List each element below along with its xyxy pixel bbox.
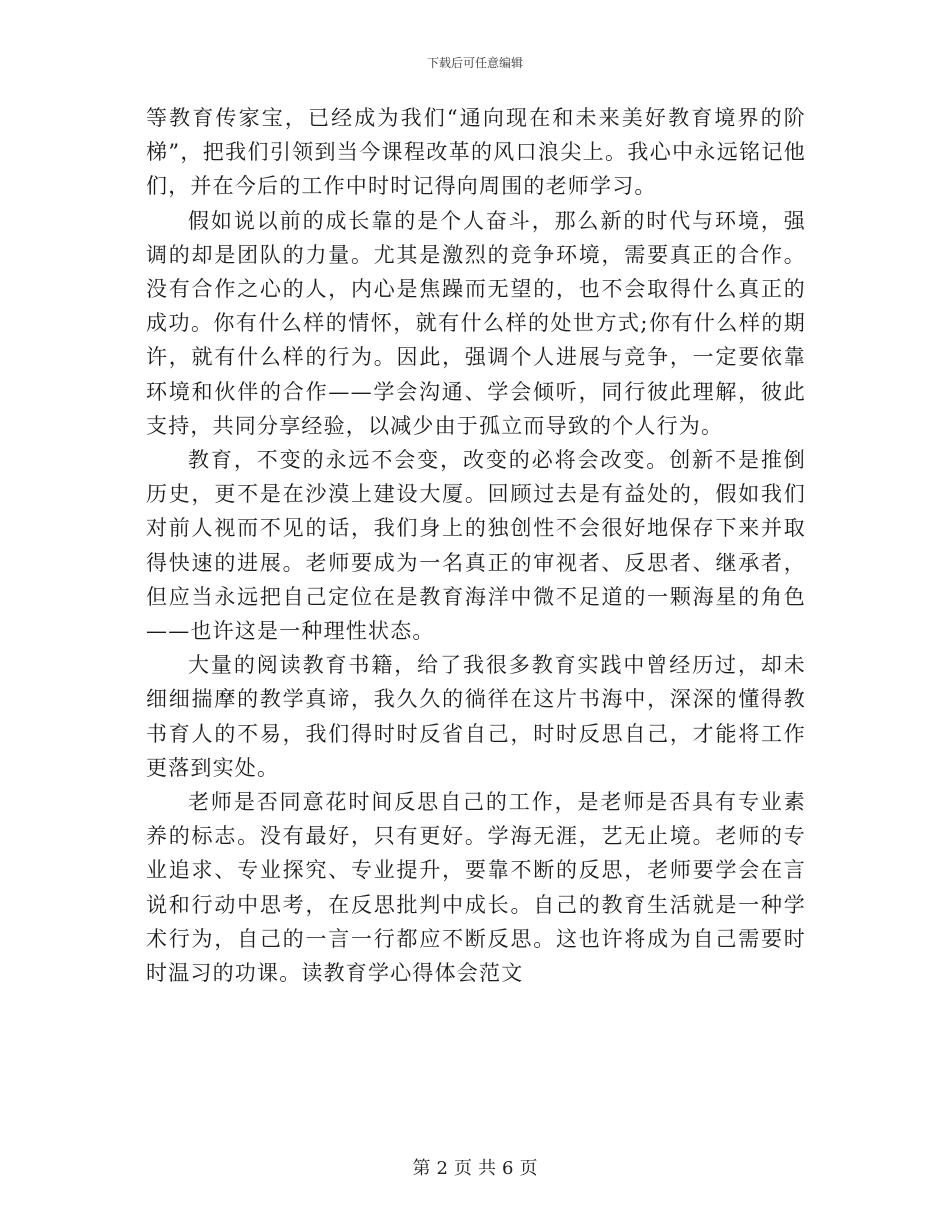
footer-middle: 页 <box>454 1158 472 1179</box>
paragraph-4: 大量的阅读教育书籍，给了我很多教育实践中曾经历过，却未细细揣摩的教学真谛，我久久的徜徉在这片书海中，深深的懂得教书育人的不易，我们得时时反省自己，时时反思自己，才能将工作更落到实处。 <box>146 653 806 780</box>
paragraph-2: 假如说以前的成长靠的是个人奋斗，那么新的时代与环境，强调的却是团队的力量。尤其是激烈的竞争环境，需要真正的合作。没有合作之心的人，内心是焦躁而无望的，也不会取得什么真正的成功。你有什么样的情怀，就有什么样的处世方式;你有什么样的期许，就有什么样的行为。因此，强调个人进展与竞争，一定要依靠环境和伙伴的合作——学会沟通、学会倾听，同行彼此理解，彼此支持，共同分享经验，以减少由于孤立而导致的个人行为。 <box>146 208 806 438</box>
paragraph-1: 等教育传家宝，已经成为我们“通向现在和未来美好教育境界的阶梯”，把我们引领到当今课程改革的风口浪尖上。我心中永远铭记他们，并在今后的工作中时时记得向周围的老师学习。 <box>146 106 806 199</box>
paragraph-5: 老师是否同意花时间反思自己的工作，是老师是否具有专业素养的标志。没有最好，只有更好。学海无涯，艺无止境。老师的专业追求、专业探究、专业提升，要靠不断的反思，老师要学会在言说和行动中思考，在反思批判中成长。自己的教育生活就是一种学术行为，自己的一言一行都应不断反思。这也许将成为自己需要时时温习的功课。读教育学心得体会范文 <box>146 790 806 986</box>
footer-page-number: 2 <box>436 1158 448 1179</box>
footer-suffix: 页 <box>519 1158 538 1179</box>
footer-total-prefix: 共 <box>478 1158 496 1179</box>
paragraph-3: 教育，不变的永远不会变，改变的必将会改变。创新不是推倒历史，更不是在沙漠上建设大厦。回顾过去是有益处的，假如我们对前人视而不见的话，我们身上的独创性不会很好地保存下来并取得快速的进展。老师要成为一名真正的审视者、反思者、继承者，但应当永远把自己定位在是教育海洋中微不足道的一颗海星的角色——也许这是一种理性状态。 <box>146 448 806 644</box>
page-footer <box>0 1154 950 1180</box>
footer-total-pages: 6 <box>502 1158 514 1179</box>
footer-prefix: 第 <box>412 1158 431 1179</box>
page-header: 下载后可任意编辑 <box>426 56 523 70</box>
document-body <box>146 101 806 990</box>
